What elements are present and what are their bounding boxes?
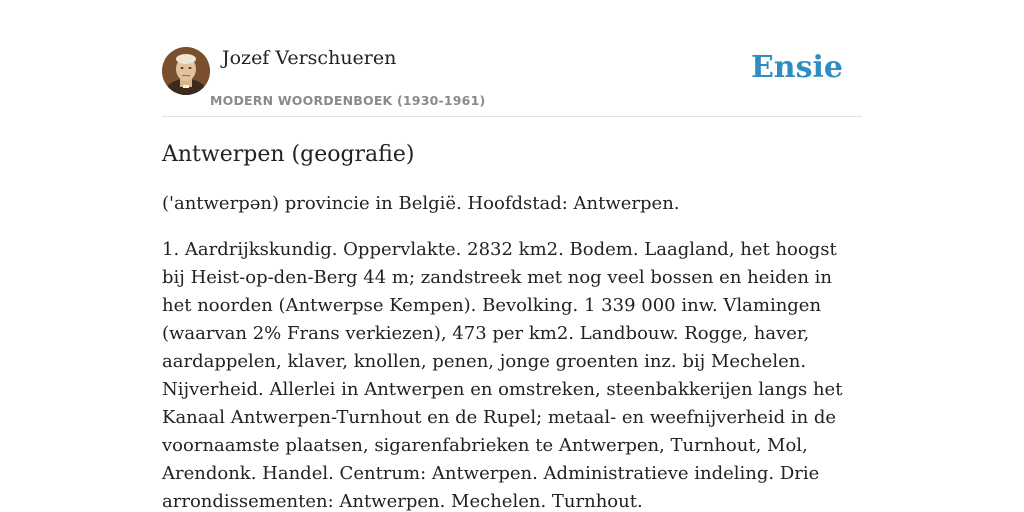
article-header	[162, 44, 862, 117]
article-paragraph: 1. Aardrijkskundig. Oppervlakte. 2832 km2. Bodem. Laagland, het hoogst bij Heist-op-den-Berg 44 m; zandstreek met nog veel bossen en heiden in het noorden (Antwerpse Kempen). Bevolking. 1 339 000 inw. Vlamingen (waarvan 2% Frans verkiezen), 473 per km2. Landbouw. Rogge, haver, aardappelen, klaver, knollen, penen, jonge groenten inz. bij Mechelen. Nijverheid. Allerlei in Antwerpen en omstreken, steenbakkerijen langs het Kanaal Antwerpen-Turnhout en de Rupel; metaal- en weefnijverheid in de voornaamste plaatsen, sigarenfabrieken te Antwerpen, Turnhout, Mol, Arendonk. Handel. Centrum: Antwerpen. Administratieve indeling. Drie arrondissementen: Antwerpen. Mechelen. Turnhout.	[162, 239, 843, 512]
ensie-logo[interactable]: Ensie	[750, 50, 843, 85]
source-label[interactable]: MODERN WOORDENBOEK (1930-1961)	[210, 93, 486, 108]
portrait-image	[162, 47, 210, 95]
author-avatar[interactable]	[162, 47, 210, 95]
article-body	[162, 138, 862, 512]
article-title: Antwerpen (geografie)	[162, 142, 415, 167]
author-name[interactable]: Jozef Verschueren	[222, 47, 397, 69]
article-lead: ('antwerpən) provincie in België. Hoofdstad: Antwerpen.	[162, 193, 680, 214]
